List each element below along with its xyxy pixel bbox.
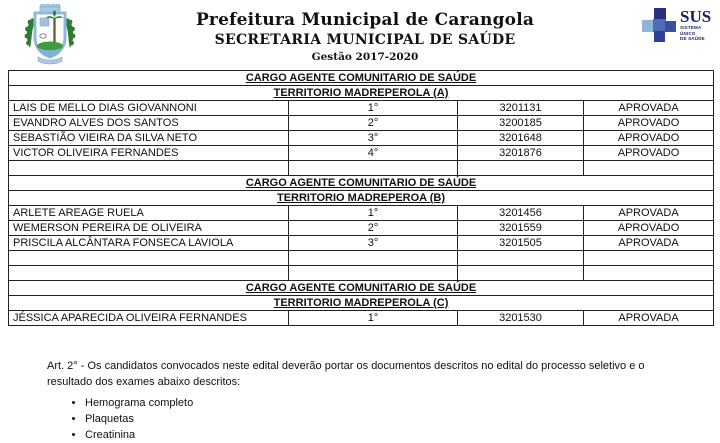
- sus-wordmark: SUS: [680, 7, 712, 26]
- cargo-title: CARGO AGENTE COMUNITARIO DE SAÚDE: [9, 281, 714, 296]
- registration-cell: 3201648: [458, 131, 584, 146]
- list-item: • Creatinina: [85, 427, 675, 443]
- candidate-name-cell: WEMERSON PEREIRA DE OLIVEIRA: [9, 221, 289, 236]
- registration-cell: 3201456: [458, 206, 584, 221]
- page-subtitle: SECRETARIA MUNICIPAL DE SAÚDE: [214, 32, 516, 48]
- table-row: [9, 116, 714, 131]
- registration-cell: 3201530: [458, 311, 584, 326]
- table-row: [9, 146, 714, 161]
- municipal-coat-of-arms-icon: [18, 2, 88, 71]
- registration-cell: 3200185: [458, 116, 584, 131]
- section-territory-header: [9, 296, 714, 311]
- empty-row: [9, 161, 714, 176]
- administration-term: Gestão 2017-2020: [311, 51, 419, 63]
- table-row: [9, 131, 714, 146]
- candidate-name-cell: SEBASTIÃO VIEIRA DA SILVA NETO: [9, 131, 289, 146]
- table-row: [9, 311, 714, 326]
- territory-title: TERRITORIO MADREPEROA (B): [9, 191, 714, 206]
- rank-cell: 1°: [289, 311, 458, 326]
- table-row: [9, 206, 714, 221]
- letterhead: [88, 2, 642, 63]
- rank-cell: 4°: [289, 146, 458, 161]
- section-territory-header: [9, 86, 714, 101]
- territory-title: TERRITORIO MADREPEROLA (A): [9, 86, 714, 101]
- rank-cell: 1°: [289, 101, 458, 116]
- empty-row: [9, 266, 714, 281]
- status-cell: APROVADA: [584, 236, 714, 251]
- candidate-name-cell: ARLETE AREAGE RUELA: [9, 206, 289, 221]
- status-cell: APROVADO: [584, 146, 714, 161]
- sus-logo: [642, 2, 712, 50]
- registration-cell: 3201131: [458, 101, 584, 116]
- registration-cell: 3201505: [458, 236, 584, 251]
- candidate-name-cell: LAIS DE MELLO DIAS GIOVANNONI: [9, 101, 289, 116]
- list-item: • Hemograma completo: [85, 395, 675, 411]
- registration-cell: 3201876: [458, 146, 584, 161]
- candidate-name-cell: EVANDRO ALVES DOS SANTOS: [9, 116, 289, 131]
- table-row: [9, 101, 714, 116]
- document-header: [0, 0, 720, 66]
- table-row: [9, 236, 714, 251]
- cargo-title: CARGO AGENTE COMUNITARIO DE SAÚDE: [9, 176, 714, 191]
- status-cell: APROVADO: [584, 116, 714, 131]
- status-cell: APROVADO: [584, 131, 714, 146]
- section-cargo-header: [9, 281, 714, 296]
- rank-cell: 2°: [289, 116, 458, 131]
- list-item: • Plaquetas: [85, 411, 675, 427]
- section-cargo-header: [9, 176, 714, 191]
- sus-cross-icon: [642, 8, 678, 50]
- sus-caption-line2: ÚNICO: [680, 30, 696, 36]
- exam-list: [85, 395, 675, 443]
- section-territory-header: [9, 191, 714, 206]
- convocation-table: [8, 70, 714, 326]
- article-section: [47, 358, 675, 443]
- status-cell: APROVADO: [584, 221, 714, 236]
- status-cell: APROVADA: [584, 311, 714, 326]
- table-row: [9, 221, 714, 236]
- registration-cell: 3201559: [458, 221, 584, 236]
- candidate-name-cell: VICTOR OLIVEIRA FERNANDES: [9, 146, 289, 161]
- sus-caption-line1: SISTEMA: [680, 25, 702, 30]
- candidate-name-cell: JÉSSICA APARECIDA OLIVEIRA FERNANDES: [9, 311, 289, 326]
- page-title: Prefeitura Municipal de Carangola: [195, 10, 535, 30]
- empty-row: [9, 251, 714, 266]
- rank-cell: 3°: [289, 131, 458, 146]
- status-cell: APROVADA: [584, 101, 714, 116]
- territory-title: TERRITORIO MADREPEROLA (C): [9, 296, 714, 311]
- candidate-name-cell: PRISCILA ALCÂNTARA FONSECA LAVIOLA: [9, 236, 289, 251]
- sus-caption-line3: DE SAÚDE: [680, 36, 705, 41]
- rank-cell: 2°: [289, 221, 458, 236]
- rank-cell: 3°: [289, 236, 458, 251]
- rank-cell: 1°: [289, 206, 458, 221]
- cargo-title: CARGO AGENTE COMUNITARIO DE SAÚDE: [9, 71, 714, 86]
- article-2-text: Art. 2° - Os candidatos convocados neste edital deverão portar os documentos descritos no edital do processo seletivo e o resultado dos exames abaixo descritos:: [47, 360, 645, 388]
- section-cargo-header: [9, 71, 714, 86]
- status-cell: APROVADA: [584, 206, 714, 221]
